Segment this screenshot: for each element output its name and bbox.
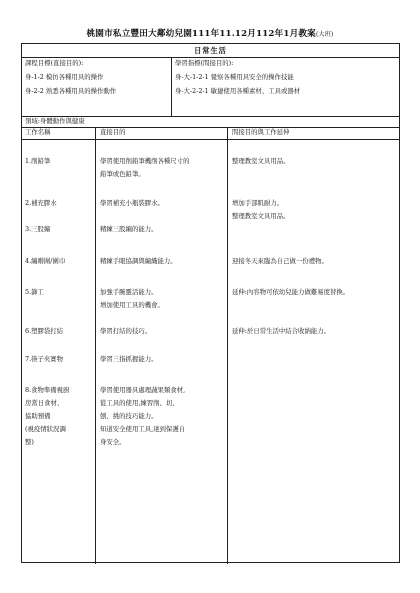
- title-main: 桃園市私立豐田大鄰幼兒園111年11.12月112年1月教案: [86, 29, 316, 39]
- goals-left-heading: 課程目標(直接目的):: [25, 59, 84, 67]
- divider: [171, 57, 172, 116]
- task-name-line: 整): [25, 438, 34, 446]
- indirect-purpose-line: 增加手部肌耐力。: [232, 199, 284, 207]
- section-title: 日常生活: [194, 46, 227, 55]
- direct-purpose-line: 精練三股編的能力。: [100, 225, 158, 233]
- goals-right-item: 身-大-1-2-1 覺察各種用具安全的操作技能: [175, 73, 294, 81]
- direct-purpose-line: 精練手眼協調與編織能力。: [100, 257, 177, 265]
- task-name-line: (視疫情狀況調: [25, 425, 66, 433]
- indirect-purpose-line: 延伸:內容物可依幼兒能力做難易度替換。: [232, 288, 350, 296]
- indirect-purpose-line: 整理教室文具用品。: [232, 212, 290, 220]
- goals-right-item: 身-大-2-2-1 敏捷使用各種素材、工具或器材: [175, 87, 301, 95]
- task-name-line: 5.篩工: [25, 288, 44, 296]
- direct-purpose-line: 鉛筆或色鉛筆。: [100, 170, 145, 178]
- goals-right-heading: 學習指標(間接目的):: [175, 59, 234, 67]
- direct-purpose-line: 從工具的使用,練習削、切、: [100, 399, 179, 407]
- title-tag: (大班): [315, 31, 334, 38]
- direct-purpose-line: 增加使用工具的機會。: [100, 301, 164, 309]
- direct-purpose-line: 學習使用削鉛筆機削各種尺寸的: [100, 157, 190, 165]
- direct-purpose-line: 刨、挑的技巧能力。: [100, 412, 158, 420]
- direct-purpose-line: 學習打結的技巧。: [100, 327, 152, 335]
- divider: [95, 127, 96, 564]
- column-header-name: 工作名稱: [25, 128, 51, 136]
- divider: [22, 139, 399, 140]
- task-name-line: 6.塑膠袋打結: [25, 327, 64, 335]
- direct-purpose-line: 知道安全使用工具,達到保護自: [100, 425, 186, 433]
- direct-purpose-line: 學習使用器具處理蔬果類食材,: [100, 386, 186, 394]
- goals-left-item: 身-2-2 熟悉各種用具的操作動作: [25, 87, 117, 95]
- task-name-line: 協助預備: [25, 412, 51, 420]
- task-name-line: 8.食物準備視廚: [25, 386, 70, 394]
- indirect-purpose-line: 延伸:於日常生活中結合收納能力。: [232, 327, 331, 335]
- goals-left-item: 身-1-2 模仿各種用具的操作: [25, 73, 104, 81]
- task-name-line: 房當日食材、: [25, 399, 64, 407]
- lesson-plan-table: [21, 43, 400, 563]
- indirect-purpose-line: 迎接冬天來臨為自己做一份禮物。: [232, 257, 328, 265]
- task-name-line: 7.筷子夾實物: [25, 355, 64, 363]
- divider: [22, 57, 399, 58]
- domain-label: 領域:身體動作與健康: [25, 117, 85, 125]
- document-title: [0, 27, 420, 39]
- task-name-line: 3.三股編: [25, 225, 51, 233]
- divider: [227, 127, 228, 564]
- task-name-line: 1.削鉛筆: [25, 157, 51, 165]
- column-header-direct: 直接目的: [100, 128, 126, 136]
- direct-purpose-line: 身安全。: [100, 438, 126, 446]
- direct-purpose-line: 加強手腕靈活能力。: [100, 288, 158, 296]
- direct-purpose-line: 學習補充小瓶裝膠水。: [100, 199, 164, 207]
- task-name-line: 2.補充膠水: [25, 199, 57, 207]
- divider: [22, 127, 399, 128]
- direct-purpose-line: 學習三指抓握能力。: [100, 355, 158, 363]
- task-name-line: 4.編辮圍/圍巾: [25, 257, 66, 265]
- column-header-indirect: 間接目的與工作延伸: [232, 128, 290, 136]
- indirect-purpose-line: 整理教室文具用品。: [232, 157, 290, 165]
